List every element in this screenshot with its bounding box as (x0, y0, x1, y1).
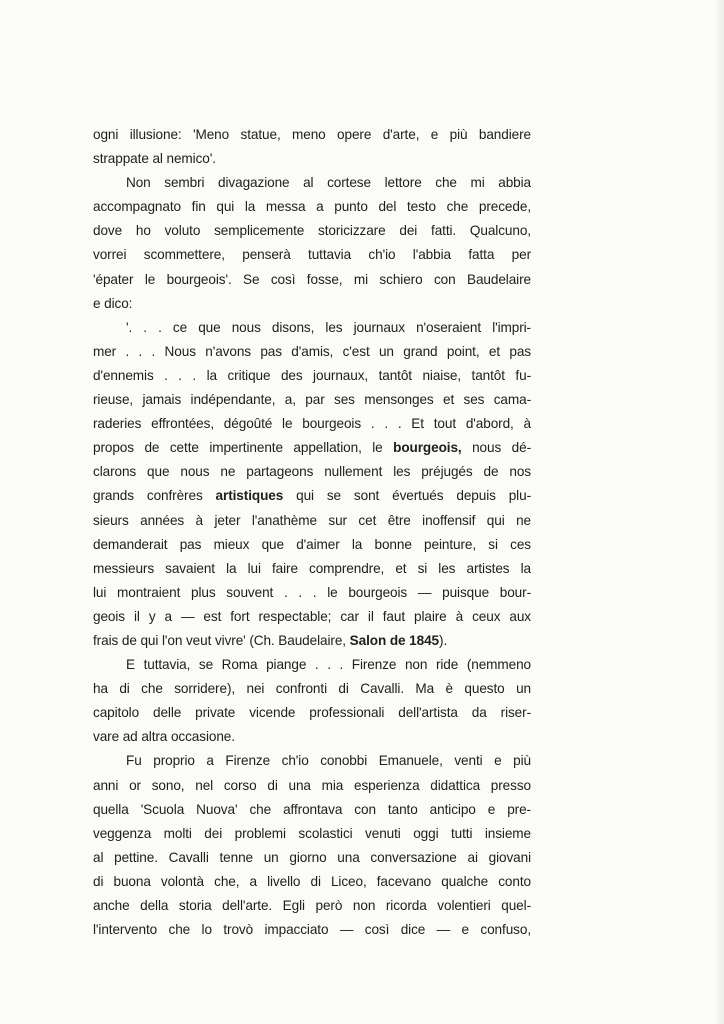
text-line: E tuttavia, se Roma piange . . . Firenze non ride (nemmeno (126, 657, 531, 673)
bold-title: Salon de 1845 (349, 632, 440, 648)
text-line: Non sembri divagazione al cortese lettore che mi abbia (126, 175, 531, 191)
text-line: ogni illusione: 'Meno statue, meno opere d'arte, e più bandiere (93, 127, 531, 142)
bold-term: artistiques (215, 488, 284, 504)
text-line: lui montraient plus souvent . . . le bourgeois — puisque bour- (93, 584, 531, 600)
text-line: 'épater le bourgeois'. Se così fosse, mi schiero con Baudelaire (93, 271, 531, 287)
text-line: ha di che sorridere), nei confronti di Cavalli. Ma è questo un (93, 681, 531, 697)
text-line: d'ennemis . . . la critique des journaux, tantôt niaise, tantôt fu- (93, 367, 531, 383)
text-line: di buona volontà che, a livello di Liceo, facevano qualche conto (93, 873, 531, 889)
text-line: mer . . . Nous n'avons pas d'amis, c'est un grand point, et pas (93, 343, 531, 359)
body-text (93, 123, 531, 942)
text-line: clarons que nous ne partageons nullement les préjugés de nos (93, 464, 531, 480)
text-line: dove ho voluto semplicemente storicizzare dei fatti. Qualcuno, (93, 223, 531, 239)
page-edge-shadow (714, 0, 724, 1024)
text-line: vare ad altra occasione. (93, 729, 235, 745)
text-line: capitolo delle private vicende professionali dell'artista da riser- (93, 705, 531, 721)
text-line: raderies effrontées, dégoûté le bourgeois . . . Et tout d'abord, à (93, 416, 531, 432)
text-line: l'intervento che lo trovò impacciato — così dice — e confuso, (93, 922, 531, 938)
text-line: accompagnato fin qui la messa a punto del testo che precede, (93, 199, 531, 215)
text-line: demanderait pas mieux que d'aimer la bonne peinture, si ces (93, 536, 531, 552)
text-line: sieurs années à jeter l'anathème sur cet être inoffensif qui ne (93, 512, 531, 528)
text-line: strappate al nemico'. (93, 151, 216, 167)
text-line: Fu proprio a Firenze ch'io conobbi Emanuele, venti e più (126, 753, 531, 769)
text-line: propos de cette impertinente appellation, le bourgeois, nous dé- (93, 440, 531, 456)
text-line: vorrei scommettere, penserà tuttavia ch'io l'abbia fatta per (93, 247, 531, 263)
text-line: frais de qui l'on veut vivre' (Ch. Baudelaire, Salon de 1845). (93, 632, 448, 648)
text-line: grands confrères artistiques qui se sont évertués depuis plu- (93, 488, 531, 504)
text-line: messieurs savaient la lui faire comprendre, et si les artistes la (93, 560, 531, 576)
text-line: quella 'Scuola Nuova' che affrontava con tanto anticipo e pre- (93, 801, 531, 817)
text-line: e dico: (93, 295, 133, 311)
text-line: al pettine. Cavalli tenne un giorno una conversazione ai giovani (93, 849, 531, 865)
text-line: geois il y a — est fort respectable; car il faut plaire à ceux aux (93, 608, 531, 624)
text-line: '. . . ce que nous disons, les journaux n'oseraient l'impri- (126, 319, 531, 335)
bold-term: bourgeois, (393, 440, 462, 456)
text-line: veggenza molti dei problemi scolastici venuti oggi tutti insieme (93, 825, 531, 841)
text-line: anche della storia dell'arte. Egli però non ricorda volentieri quel- (93, 898, 531, 913)
text-line: anni or sono, nel corso di una mia esperienza didattica presso (93, 777, 531, 793)
text-line: rieuse, jamais indépendante, a, par ses mensonges et ses cama- (93, 392, 531, 408)
